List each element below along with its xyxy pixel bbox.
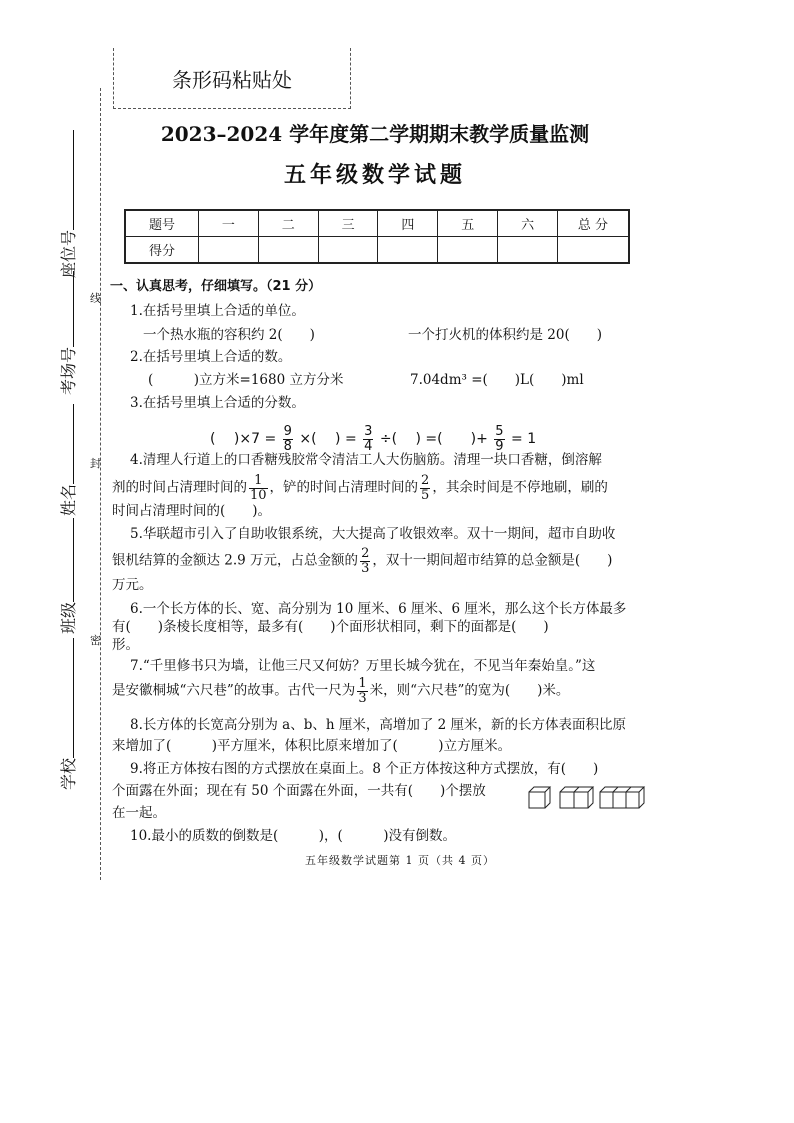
q2-stem: 2.在括号里填上合适的数。 [130,349,292,365]
side-seat: 座位号 [56,130,79,278]
table-cell: 六 [498,210,558,237]
q5-line1: 5.华联超市引入了自助收银系统，大大提高了收银效率。双十一期间，超市自助收 [130,526,616,542]
table-cell: 得分 [125,237,199,264]
side-class: 班级 [56,518,79,634]
barcode-label: 条形码粘贴处 [172,67,292,92]
table-cell: 二 [258,210,318,237]
score-input-cell[interactable] [558,237,630,264]
fraction: $\frac{2}{3}$ [361,546,370,576]
exam-subtitle: 五年级数学试题 [283,162,466,188]
score-input-cell[interactable] [498,237,558,264]
q4-line3: 时间占清理时间的( )。 [112,503,272,519]
q6-line3: 形。 [112,637,139,653]
q9-line3: 在一起。 [112,805,166,821]
fraction: $\frac{5}{9}$ [495,424,504,454]
q2-a: ( )立方米=1680 立方分米 [148,372,344,388]
fraction: $\frac{2}{5}$ [421,473,430,503]
fraction: $\frac{1}{10}$ [250,473,267,503]
exam-title: 2023–2024 学年度第二学期期末教学质量监测 [160,122,590,146]
q4-line2: 剂的时间占清理时间的 $\frac{1}{10}$ ，铲的时间占清理时间的 $\frac{2}{5}$ ，其余时间是不停地刷，刷的 [112,473,608,503]
side-name: 姓名 [56,404,79,516]
q3-stem: 3.在括号里填上合适的分数。 [130,395,305,411]
q6-line2: 有( )条棱长度相等，最多有( )个面形状相同，剩下的面都是( ) [112,619,549,635]
q2-b: 7.04dm³ =( )L( )ml [410,372,584,388]
score-table [124,209,630,264]
q9-line1: 9.将正方体按右图的方式摆放在桌面上。8 个正方体按这种方式摆放，有( ) [130,761,599,777]
q1-a: 一个热水瓶的容积约 2( ) [143,327,315,343]
q5-line2: 银机结算的金额达 2.9 万元，占总金额的 $\frac{2}{3}$ ，双十一期间超市结算的总金额是( ) [112,546,613,576]
q1-b: 一个打火机的体积约是 20( ) [408,327,603,343]
q4-line1: 4.清理人行道上的口香糖残胶常令清洁工人大伤脑筋。清理一块口香糖，倒溶解 [130,452,602,468]
score-table-score-row [125,237,629,264]
score-input-cell[interactable] [378,237,438,264]
score-table-header-row [125,210,629,237]
page-footer: 五年级数学试题第 1 页（共 4 页） [305,854,495,867]
q8-line1: 8.长方体的长宽高分别为 a、b、h 厘米，高增加了 2 厘米，新的长方体表面积比原 [130,717,627,733]
table-cell: 四 [378,210,438,237]
q8-line2: 来增加了( )平方厘米，体积比原来增加了( )立方厘米。 [112,738,512,754]
score-input-cell[interactable] [318,237,378,264]
cubes-figure [528,784,646,810]
q7-line1: 7.“千里修书只为墙，让他三尺又何妨？万里长城今犹在，不见当年秦始皇。”这 [130,658,596,674]
score-input-cell[interactable] [438,237,498,264]
section-heading: 一、认真思考，仔细填写。（21 分） [110,279,322,294]
q9-line2: 个面露在外面；现在有 50 个面露在外面，一共有( )个摆放 [112,783,486,799]
fraction: $\frac{1}{3}$ [358,676,367,706]
fraction: $\frac{9}{8}$ [283,424,292,454]
side-exam-room: 考场号 [56,271,79,395]
table-cell: 总 分 [558,210,630,237]
q10-line: 10.最小的质数的倒数是( )，( )没有倒数。 [130,828,457,844]
binding-line [100,88,101,880]
q5-line3: 万元。 [112,577,153,593]
fraction: $\frac{3}{4}$ [364,424,373,454]
score-input-cell[interactable] [258,237,318,264]
barcode-paste-area [113,48,351,109]
q1-stem: 1.在括号里填上合适的单位。 [130,303,305,319]
mark-feng: 封 [90,457,101,470]
side-school: 学校 [56,638,79,790]
score-input-cell[interactable] [199,237,259,264]
q3-equation: ( )×7 = $\frac{9}{8}$ ×( ) = $\frac{3}{4}$ ÷( ) =( )+ $\frac{5}{9}$ = 1 [210,424,537,454]
q7-line2: 是安徽桐城“六尺巷”的故事。古代一尺为 $\frac{1}{3}$ 米，则“六尺巷”的宽为( )米。 [112,676,570,706]
table-cell: 一 [199,210,259,237]
table-cell: 题号 [125,210,199,237]
table-cell: 五 [438,210,498,237]
q6-line1: 6.一个长方体的长、宽、高分别为 10 厘米、6 厘米、6 厘米，那么这个长方体最多 [130,601,627,617]
mark-xian: 线 [90,292,101,305]
table-cell: 三 [318,210,378,237]
mark-mi: 密 [90,634,101,647]
